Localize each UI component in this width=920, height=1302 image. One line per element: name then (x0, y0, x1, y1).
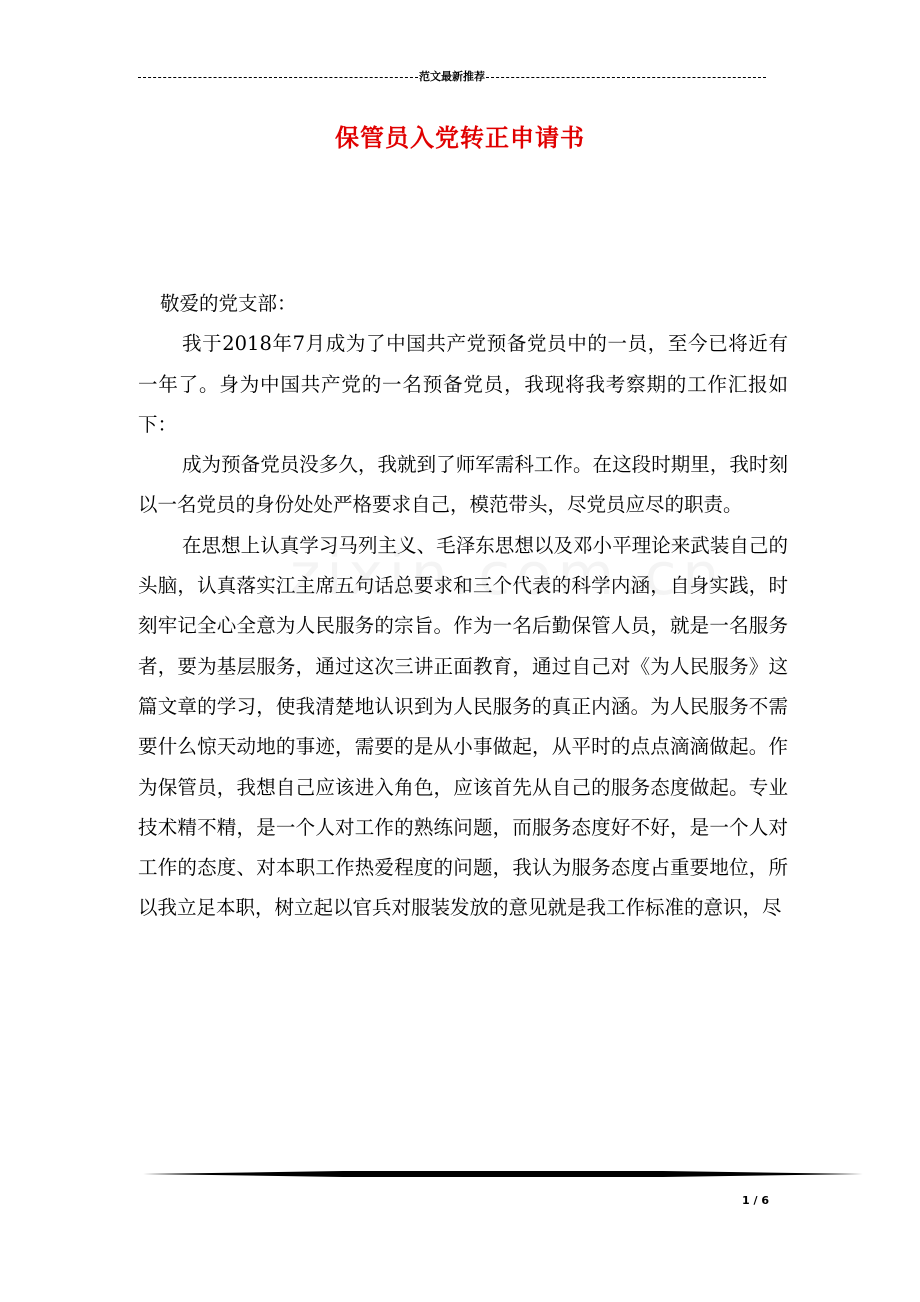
document-title: 保管员入党转正申请书 (335, 123, 585, 152)
document-body (138, 284, 788, 929)
paragraph-3: 在思想上认真学习马列主义、毛泽东思想以及邓小平理论来武装自己的头脑，认真落实江主席五句话总要求和三个代表的科学内涵，自身实践，时刻牢记全心全意为人民服务的宗旨。作为一名后勤保管人员，就是一名服务者，要为基层服务，通过这次三讲正面教育，通过自己对《为人民服务》这篇文章的学习，使我清楚地认识到为人民服务的真正内涵。为人民服务不需要什么惊天动地的事迹，需要的是从小事做起，从平时的点点滴滴做起。作为保管员，我想自己应该进入角色，应该首先从自己的服务态度做起。专业技术精不精，是一个人对工作的熟练问题，而服务态度好不好，是一个人对工作的态度、对本职工作热爱程度的问题，我认为服务态度占重要地位，所以我立足本职，树立起以官兵对服装发放的意见就是我工作标准的意识，尽 (138, 533, 788, 920)
page-header (138, 68, 766, 86)
paragraph-2: 成为预备党员没多久，我就到了师军需科工作。在这段时期里，我时刻以一名党员的身份处处严格要求自己，模范带头，尽党员应尽的职责。 (138, 453, 788, 517)
header-left-rule (138, 77, 418, 78)
header-right-rule (486, 77, 766, 78)
header-label: 范文最新推荐 (419, 70, 485, 83)
salutation: 敬爱的党支部： (160, 292, 297, 315)
page-number: 1 / 6 (742, 1194, 769, 1207)
paragraph-1: 我于2018年7月成为了中国共产党预备党员中的一员，至今已将近有一年了。身为中国共产党的一名预备党员，我现将我考察期的工作汇报如下： (138, 332, 788, 436)
footer-rule (143, 1170, 863, 1178)
